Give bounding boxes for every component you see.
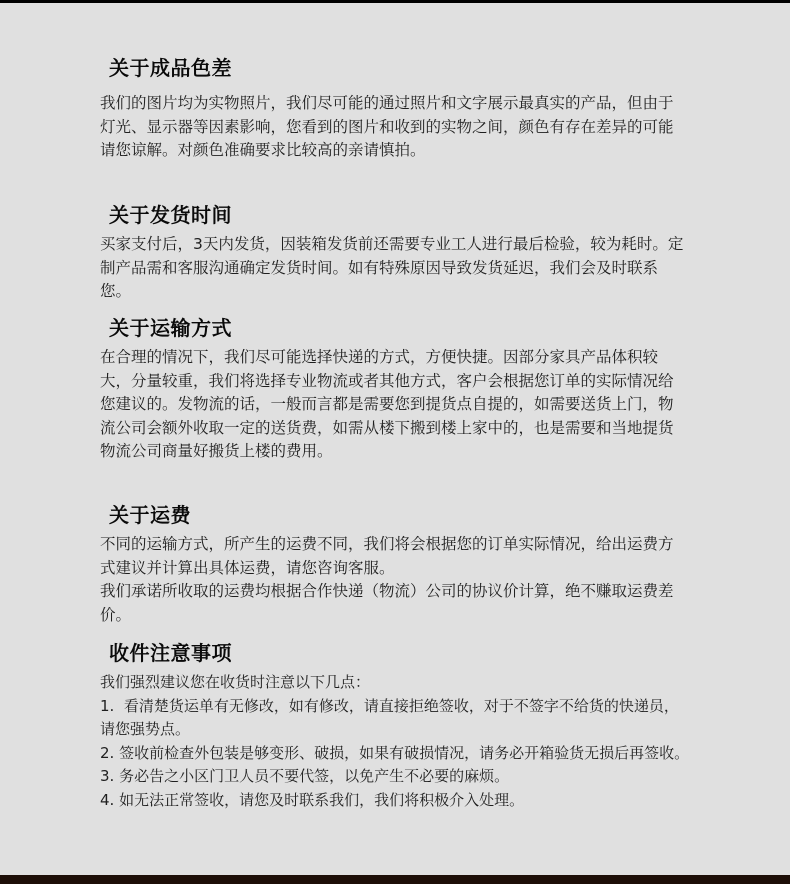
section-paragraph: 不同的运输方式，所产生的运费不同，我们将会根据您的订单实际情况，给出运费方式建议并计算出具体运费，请您咨询客服。 [100,535,674,577]
top-divider-bar [0,0,790,3]
notice-item-3: 3. 务必告之小区门卫人员不要代签，以免产生不必要的麻烦。 [100,767,510,785]
section-heading: 关于成品色差 [109,56,232,80]
section-intro: 我们强烈建议您在收货时注意以下几点： [100,673,371,691]
section-about-shipping-time [100,201,684,304]
notice-item-4: 4. 如无法正常签收，请您及时联系我们，我们将积极介入处理。 [100,790,525,809]
section-about-shipping-method [100,314,684,464]
section-paragraph: 买家支付后，3天内发货，因装箱发货前还需要专业工人进行最后检验，较为耗时。定制产品需和客服沟通确定发货时间。如有特殊原因导致发货延迟，我们会及时联系您。 [100,235,684,300]
section-paragraph: 我们的图片均为实物照片，我们尽可能的通过照片和文字展示最真实的产品，但由于灯光、显示器等因素影响，您看到的图片和收到的实物之间，颜色有存在差异的可能请您谅解。对颜色准确要求比较高的亲请慎拍。 [100,94,674,159]
section-paragraph: 在合理的情况下，我们尽可能选择快递的方式，方便快捷。因部分家具产品体积较大，分量较重，我们将选择专业物流或者其他方式，客户会根据您订单的实际情况给您建议的。发物流的话，一般而言都是需要您到提货点自提的，如需要送货上门，物流公司会额外收取一定的送货费，如需从楼下搬到楼上家中的，也是需要和当地提货物流公司商量好搬货上楼的费用。 [100,348,674,460]
section-heading: 关于运费 [109,503,191,527]
notice-item-2: 2. 签收前检查外包装是够变形、破损，如果有破损情况，请务必开箱验货无损后再签收。 [100,743,690,762]
section-receiving-notes [100,639,690,812]
section-heading: 关于发货时间 [109,203,232,227]
section-paragraph: 我们承诺所收取的运费均根据合作快递（物流）公司的协议价计算，绝不赚取运费差价。 [100,582,674,624]
notice-item-1: 1. 看清楚货运单有无修改，如有修改，请直接拒绝签收，对于不签字不给货的快递员，请您强势点。 [100,696,679,738]
section-about-color-difference [100,54,684,163]
section-about-shipping-fee [100,501,684,627]
section-heading: 关于运输方式 [109,316,232,340]
section-heading: 收件注意事项 [109,641,232,665]
bottom-divider-bar [0,875,790,884]
